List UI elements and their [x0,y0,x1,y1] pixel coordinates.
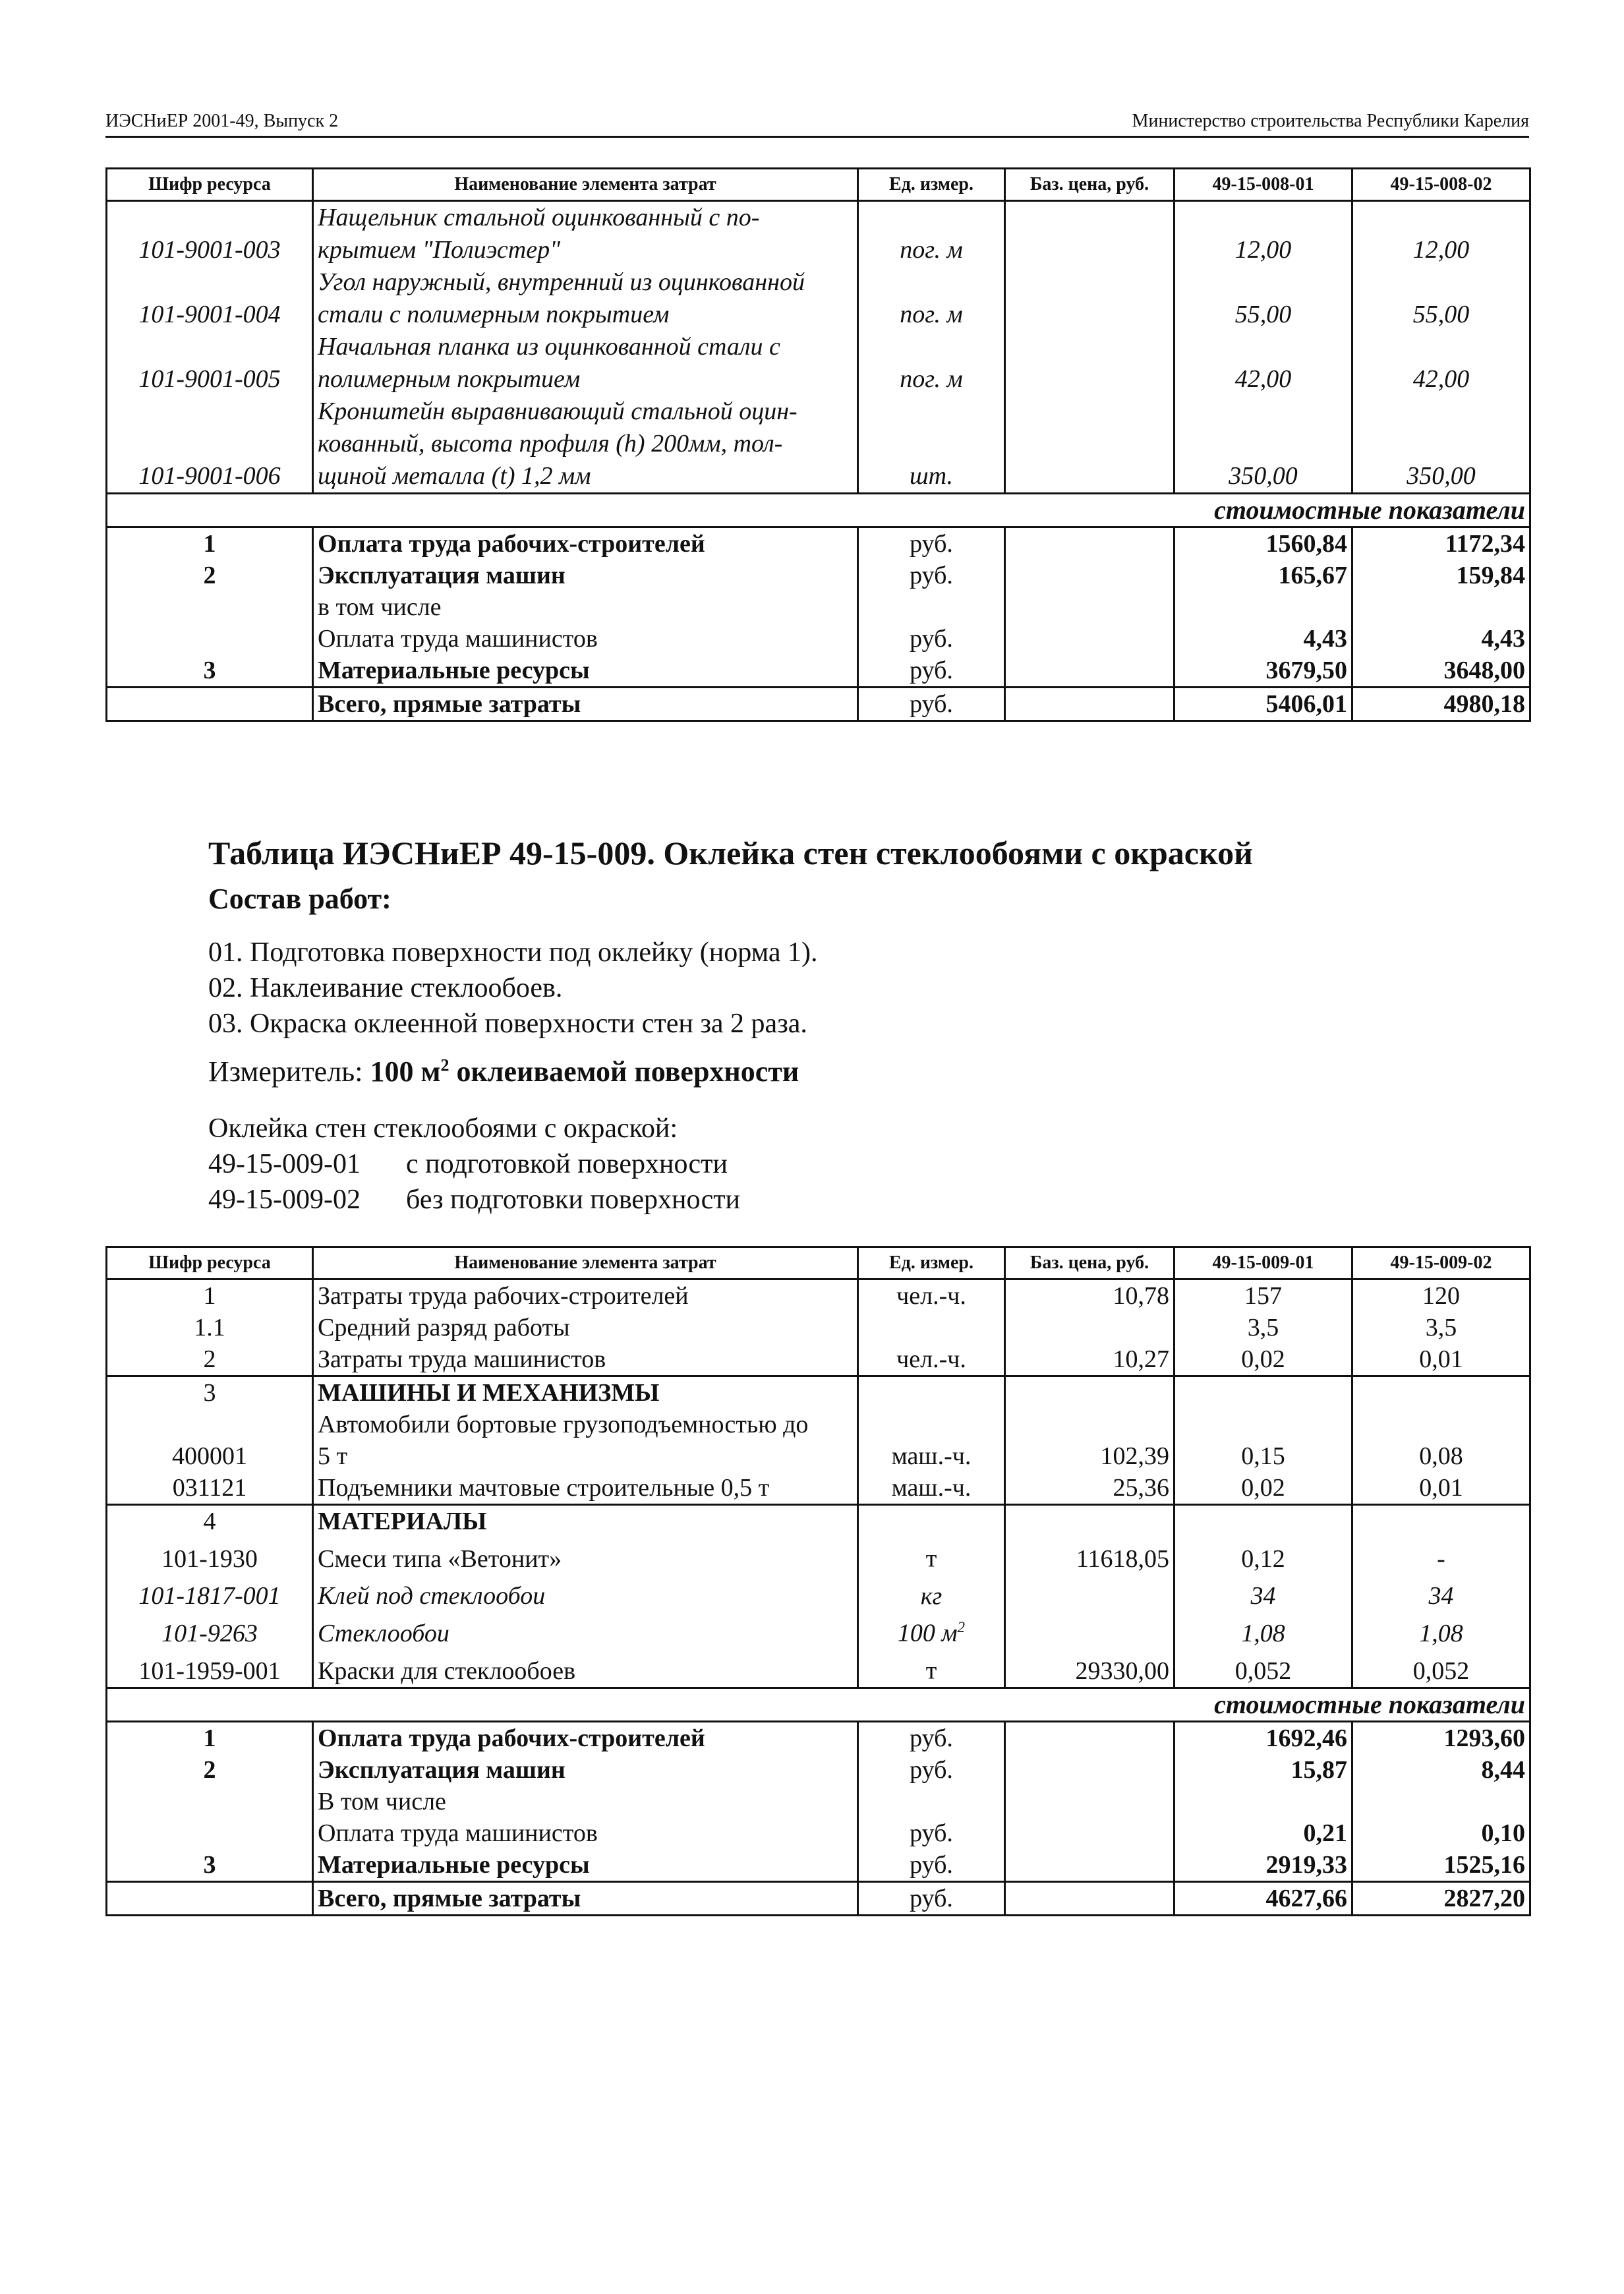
col-header: Наименование элемента затрат [313,1247,858,1279]
resource-value-1: 0,052 [1174,1649,1352,1688]
name-line: Начальная планка из оцинкованной стали с [318,333,780,361]
resource-value-1: 0,15 [1174,1409,1352,1472]
col-header: 49-15-008-02 [1352,169,1530,201]
variant-code: 49-15-009-02 [208,1185,361,1215]
resource-unit: пог. м [858,331,1005,396]
resource-row [107,266,1530,331]
resource-name: Стеклообои [313,1612,858,1649]
cost-name: В том числе [313,1786,858,1817]
resource-unit [858,1312,1005,1343]
variant-row [208,1146,740,1182]
total-name: Всего, прямые затраты [313,688,858,721]
col-header: 49-15-009-01 [1174,1247,1352,1279]
cost-price [1005,591,1174,623]
resource-value-2: 0,01 [1352,1472,1530,1505]
resource-value-1: 0,02 [1174,1472,1352,1505]
resource-price [1005,1612,1174,1649]
cost-unit: руб. [858,1721,1005,1754]
cost-value-1 [1174,591,1352,623]
cost-section-label: стоимостные показатели [107,494,1530,527]
col-header: 49-15-008-01 [1174,169,1352,201]
resource-value-2: 34 [1352,1575,1530,1612]
cost-value-2: 0,10 [1352,1817,1530,1849]
variants-heading: Оклейка стен стеклообоями с окраской: [208,1113,678,1144]
cost-value-1: 0,21 [1174,1817,1352,1849]
section-label-row [107,1688,1530,1721]
resource-value-2: 120 [1352,1279,1530,1312]
resource-name: Средний разряд работы [313,1312,858,1343]
cost-num [107,623,313,655]
resource-value-1: 42,00 [1174,331,1352,396]
resource-code: 101-1930 [107,1537,313,1575]
cost-name: Оплата труда машинистов [313,623,858,655]
machine-row [107,1472,1530,1505]
resource-unit: пог. м [858,201,1005,267]
header-right: Министерство строительства Республики Карелия [1132,111,1529,131]
cost-value-2: 1293,60 [1352,1721,1530,1754]
resource-row [107,396,1530,494]
name-line: 5 т [318,1442,348,1470]
total-num [107,1881,313,1915]
resource-code: 101-1817-001 [107,1575,313,1612]
section-title: Таблица ИЭСНиЕР 49-15-009. Оклейка стен стеклообоями с окраской [208,835,1253,871]
resource-code: 1.1 [107,1312,313,1343]
name-line: Угол наружный, внутренний из оцинкованной [318,268,805,296]
variant-text: без подготовки поверхности [406,1185,741,1215]
name-cell [313,331,858,396]
cost-name: Оплата труда рабочих-строителей [313,527,858,560]
cost-unit: руб. [858,560,1005,591]
resource-name: Краски для стеклообоев [313,1649,858,1688]
cost-price [1005,1754,1174,1786]
measure-sup: 2 [440,1055,450,1075]
name-line: Автомобили бортовые грузоподъемностью до [318,1411,809,1438]
empty-cell [858,1376,1005,1409]
name-cell [313,1409,858,1472]
table-49-15-009 [105,1246,1531,1916]
resource-code: 2 [107,1343,313,1376]
resource-value-1: 1,08 [1174,1612,1352,1649]
name-cell [313,266,858,331]
resource-row [107,201,1530,267]
variant-code: 49-15-009-01 [208,1149,361,1179]
resource-unit: чел.-ч. [858,1279,1005,1312]
total-value-2: 4980,18 [1352,688,1530,721]
resource-price: 102,39 [1005,1409,1174,1472]
resource-price [1005,1575,1174,1612]
cost-unit: руб. [858,1849,1005,1882]
measure-label: Измеритель: [208,1055,363,1088]
resource-value-2: 42,00 [1352,331,1530,396]
cost-row [107,1849,1530,1882]
empty-cell [1174,1376,1352,1409]
resource-code: 101-9001-006 [107,396,313,494]
resource-name: Затраты труда рабочих-строителей [313,1279,858,1312]
total-unit: руб. [858,688,1005,721]
empty-cell [1005,1376,1174,1409]
cost-num: 1 [107,527,313,560]
cost-unit: руб. [858,1754,1005,1786]
resource-price [1005,1312,1174,1343]
unit-text: т [925,1657,937,1685]
col-header: Ед. измер. [858,169,1005,201]
resource-unit: пог. м [858,266,1005,331]
machines-heading-row [107,1376,1530,1409]
resource-value-2: 55,00 [1352,266,1530,331]
cost-price [1005,1786,1174,1817]
empty-cell [1352,1505,1530,1538]
resource-code: 1 [107,1279,313,1312]
cost-name: Материальные ресурсы [313,655,858,688]
unit-sup: 2 [957,1619,966,1636]
cost-row [107,591,1530,623]
name-line: Нащельник стальной оцинкованный с по- [318,204,760,231]
cost-unit: руб. [858,1817,1005,1849]
resource-price: 11618,05 [1005,1537,1174,1575]
resource-unit: маш.-ч. [858,1472,1005,1505]
resource-price: 29330,00 [1005,1649,1174,1688]
cost-name: Оплата труда машинистов [313,1817,858,1849]
cost-num [107,1817,313,1849]
resource-value-2: - [1352,1537,1530,1575]
cost-name: Оплата труда рабочих-строителей [313,1721,858,1754]
table-header-row [107,1247,1530,1279]
cost-price [1005,655,1174,688]
name-line: кованный, высота профиля (h) 200мм, тол- [318,430,783,457]
cost-unit: руб. [858,655,1005,688]
resource-value-2: 12,00 [1352,201,1530,267]
resource-value-2: 1,08 [1352,1612,1530,1649]
resource-row [107,331,1530,396]
col-header: Шифр ресурса [107,169,313,201]
total-name: Всего, прямые затраты [313,1881,858,1915]
name-line: Кронштейн выравнивающий стальной оцин- [318,397,798,425]
name-line: полимерным покрытием [318,365,581,393]
cost-row [107,655,1530,688]
cost-price [1005,527,1174,560]
resource-code: 101-9001-005 [107,331,313,396]
resource-code: 101-1959-001 [107,1649,313,1688]
cost-name: Материальные ресурсы [313,1849,858,1882]
resource-unit [858,1537,1005,1575]
resource-value-2: 3,5 [1352,1312,1530,1343]
variants-block [208,1111,740,1218]
cost-row [107,527,1530,560]
materials-heading-row [107,1505,1530,1538]
name-line: Подъемники мачтовые строительные 0,5 т [318,1474,770,1502]
table-header-row [107,169,1530,201]
total-price [1005,1881,1174,1915]
cost-value-1: 1692,46 [1174,1721,1352,1754]
name-cell [313,1472,858,1505]
resource-value-1: 12,00 [1174,201,1352,267]
resource-code: 101-9001-004 [107,266,313,331]
cost-num [107,591,313,623]
group-num: 3 [107,1376,313,1409]
work-item: 01. Подготовка поверхности под оклейку (норма 1). [208,937,818,968]
resource-value-2: 0,052 [1352,1649,1530,1688]
name-line: стали с полимерным покрытием [318,301,670,328]
total-value-1: 4627,66 [1174,1881,1352,1915]
cost-num: 1 [107,1721,313,1754]
total-unit: руб. [858,1881,1005,1915]
resource-name: Смеси типа «Ветонит» [313,1537,858,1575]
variant-row [208,1182,740,1218]
resource-price [1005,266,1174,331]
works-list [208,935,818,1042]
resource-value-1: 0,02 [1174,1343,1352,1376]
resource-name: Клей под стеклообои [313,1575,858,1612]
cost-value-2: 1525,16 [1352,1849,1530,1882]
cost-value-2: 1172,34 [1352,527,1530,560]
material-row [107,1575,1530,1612]
cost-value-1 [1174,1786,1352,1817]
name-cell [313,201,858,267]
total-row [107,688,1530,721]
total-row [107,1881,1530,1915]
resource-price: 10,27 [1005,1343,1174,1376]
resource-value-1: 34 [1174,1575,1352,1612]
cost-row [107,1817,1530,1849]
cost-name: Эксплуатация машин [313,560,858,591]
resource-price [1005,201,1174,267]
cost-num: 2 [107,1754,313,1786]
resource-price: 25,36 [1005,1472,1174,1505]
name-cell [313,396,858,494]
resource-value-1: 350,00 [1174,396,1352,494]
resource-value-2: 0,08 [1352,1409,1530,1472]
total-value-1: 5406,01 [1174,688,1352,721]
resource-unit [858,1575,1005,1612]
cost-row [107,623,1530,655]
measure-line [208,1055,799,1088]
cost-unit: руб. [858,623,1005,655]
cost-unit [858,1786,1005,1817]
cost-row [107,1786,1530,1817]
unit-text: 100 м [897,1619,958,1647]
resource-name: Затраты труда машинистов [313,1343,858,1376]
table-49-15-008 [105,167,1531,722]
col-header: Шифр ресурса [107,1247,313,1279]
resource-unit [858,1649,1005,1688]
resource-price: 10,78 [1005,1279,1174,1312]
cost-price [1005,1849,1174,1882]
col-header: Ед. измер. [858,1247,1005,1279]
total-num [107,688,313,721]
cost-value-2: 3648,00 [1352,655,1530,688]
resource-code: 101-9263 [107,1612,313,1649]
col-header: Баз. цена, руб. [1005,169,1174,201]
cost-section-label: стоимостные показатели [107,1688,1530,1721]
section-label-row [107,494,1530,527]
works-heading: Состав работ: [208,883,392,915]
machine-row [107,1409,1530,1472]
labor-row [107,1312,1530,1343]
cost-value-2 [1352,1786,1530,1817]
resource-value-1: 0,12 [1174,1537,1352,1575]
cost-price [1005,1721,1174,1754]
running-header [105,111,1529,138]
header-left: ИЭСНиЕР 2001-49, Выпуск 2 [105,111,339,131]
group-heading: МАШИНЫ И МЕХАНИЗМЫ [313,1376,858,1409]
cost-value-1: 165,67 [1174,560,1352,591]
cost-num [107,1786,313,1817]
cost-value-1: 3679,50 [1174,655,1352,688]
cost-price [1005,560,1174,591]
col-header: Наименование элемента затрат [313,169,858,201]
cost-price [1005,623,1174,655]
resource-price [1005,331,1174,396]
resource-value-2: 350,00 [1352,396,1530,494]
cost-num: 2 [107,560,313,591]
resource-value-1: 55,00 [1174,266,1352,331]
empty-cell [1005,1505,1174,1538]
material-row [107,1537,1530,1575]
cost-row [107,560,1530,591]
name-line: щиной металла (t) 1,2 мм [318,462,591,490]
col-header: Баз. цена, руб. [1005,1247,1174,1279]
work-item: 02. Наклеивание стеклообоев. [208,973,563,1003]
cost-value-1: 4,43 [1174,623,1352,655]
labor-row [107,1343,1530,1376]
unit-text: т [925,1544,937,1573]
cost-value-1: 1560,84 [1174,527,1352,560]
labor-row [107,1279,1530,1312]
resource-code: 400001 [107,1409,313,1472]
cost-value-2: 4,43 [1352,623,1530,655]
cost-value-2 [1352,591,1530,623]
cost-row [107,1754,1530,1786]
measure-value: 100 м [370,1055,441,1088]
cost-row [107,1721,1530,1754]
cost-num: 3 [107,1849,313,1882]
work-item: 03. Окраска оклеенной поверхности стен за 2 раза. [208,1009,807,1039]
cost-num: 3 [107,655,313,688]
resource-code: 101-9001-003 [107,201,313,267]
total-price [1005,688,1174,721]
empty-cell [1174,1505,1352,1538]
material-row [107,1612,1530,1649]
cost-name: Эксплуатация машин [313,1754,858,1786]
cost-unit [858,591,1005,623]
cost-value-2: 159,84 [1352,560,1530,591]
cost-unit: руб. [858,527,1005,560]
resource-value-1: 3,5 [1174,1312,1352,1343]
unit-text: кг [920,1582,942,1610]
cost-price [1005,1817,1174,1849]
resource-value-2: 0,01 [1352,1343,1530,1376]
material-row [107,1649,1530,1688]
measure-rest: оклеиваемой поверхности [449,1055,799,1088]
resource-unit [858,1612,1005,1649]
name-line: крытием "Полиэстер" [318,236,561,264]
group-heading: МАТЕРИАЛЫ [313,1505,858,1538]
cost-value-2: 8,44 [1352,1754,1530,1786]
resource-unit: маш.-ч. [858,1409,1005,1472]
group-num: 4 [107,1505,313,1538]
total-value-2: 2827,20 [1352,1881,1530,1915]
variant-text: с подготовкой поверхности [406,1149,728,1179]
cost-value-1: 2919,33 [1174,1849,1352,1882]
resource-code: 031121 [107,1472,313,1505]
empty-cell [1352,1376,1530,1409]
empty-cell [858,1505,1005,1538]
resource-price [1005,396,1174,494]
resource-unit: чел.-ч. [858,1343,1005,1376]
cost-value-1: 15,87 [1174,1754,1352,1786]
resource-value-1: 157 [1174,1279,1352,1312]
resource-unit: шт. [858,396,1005,494]
col-header: 49-15-009-02 [1352,1247,1530,1279]
cost-name: в том числе [313,591,858,623]
